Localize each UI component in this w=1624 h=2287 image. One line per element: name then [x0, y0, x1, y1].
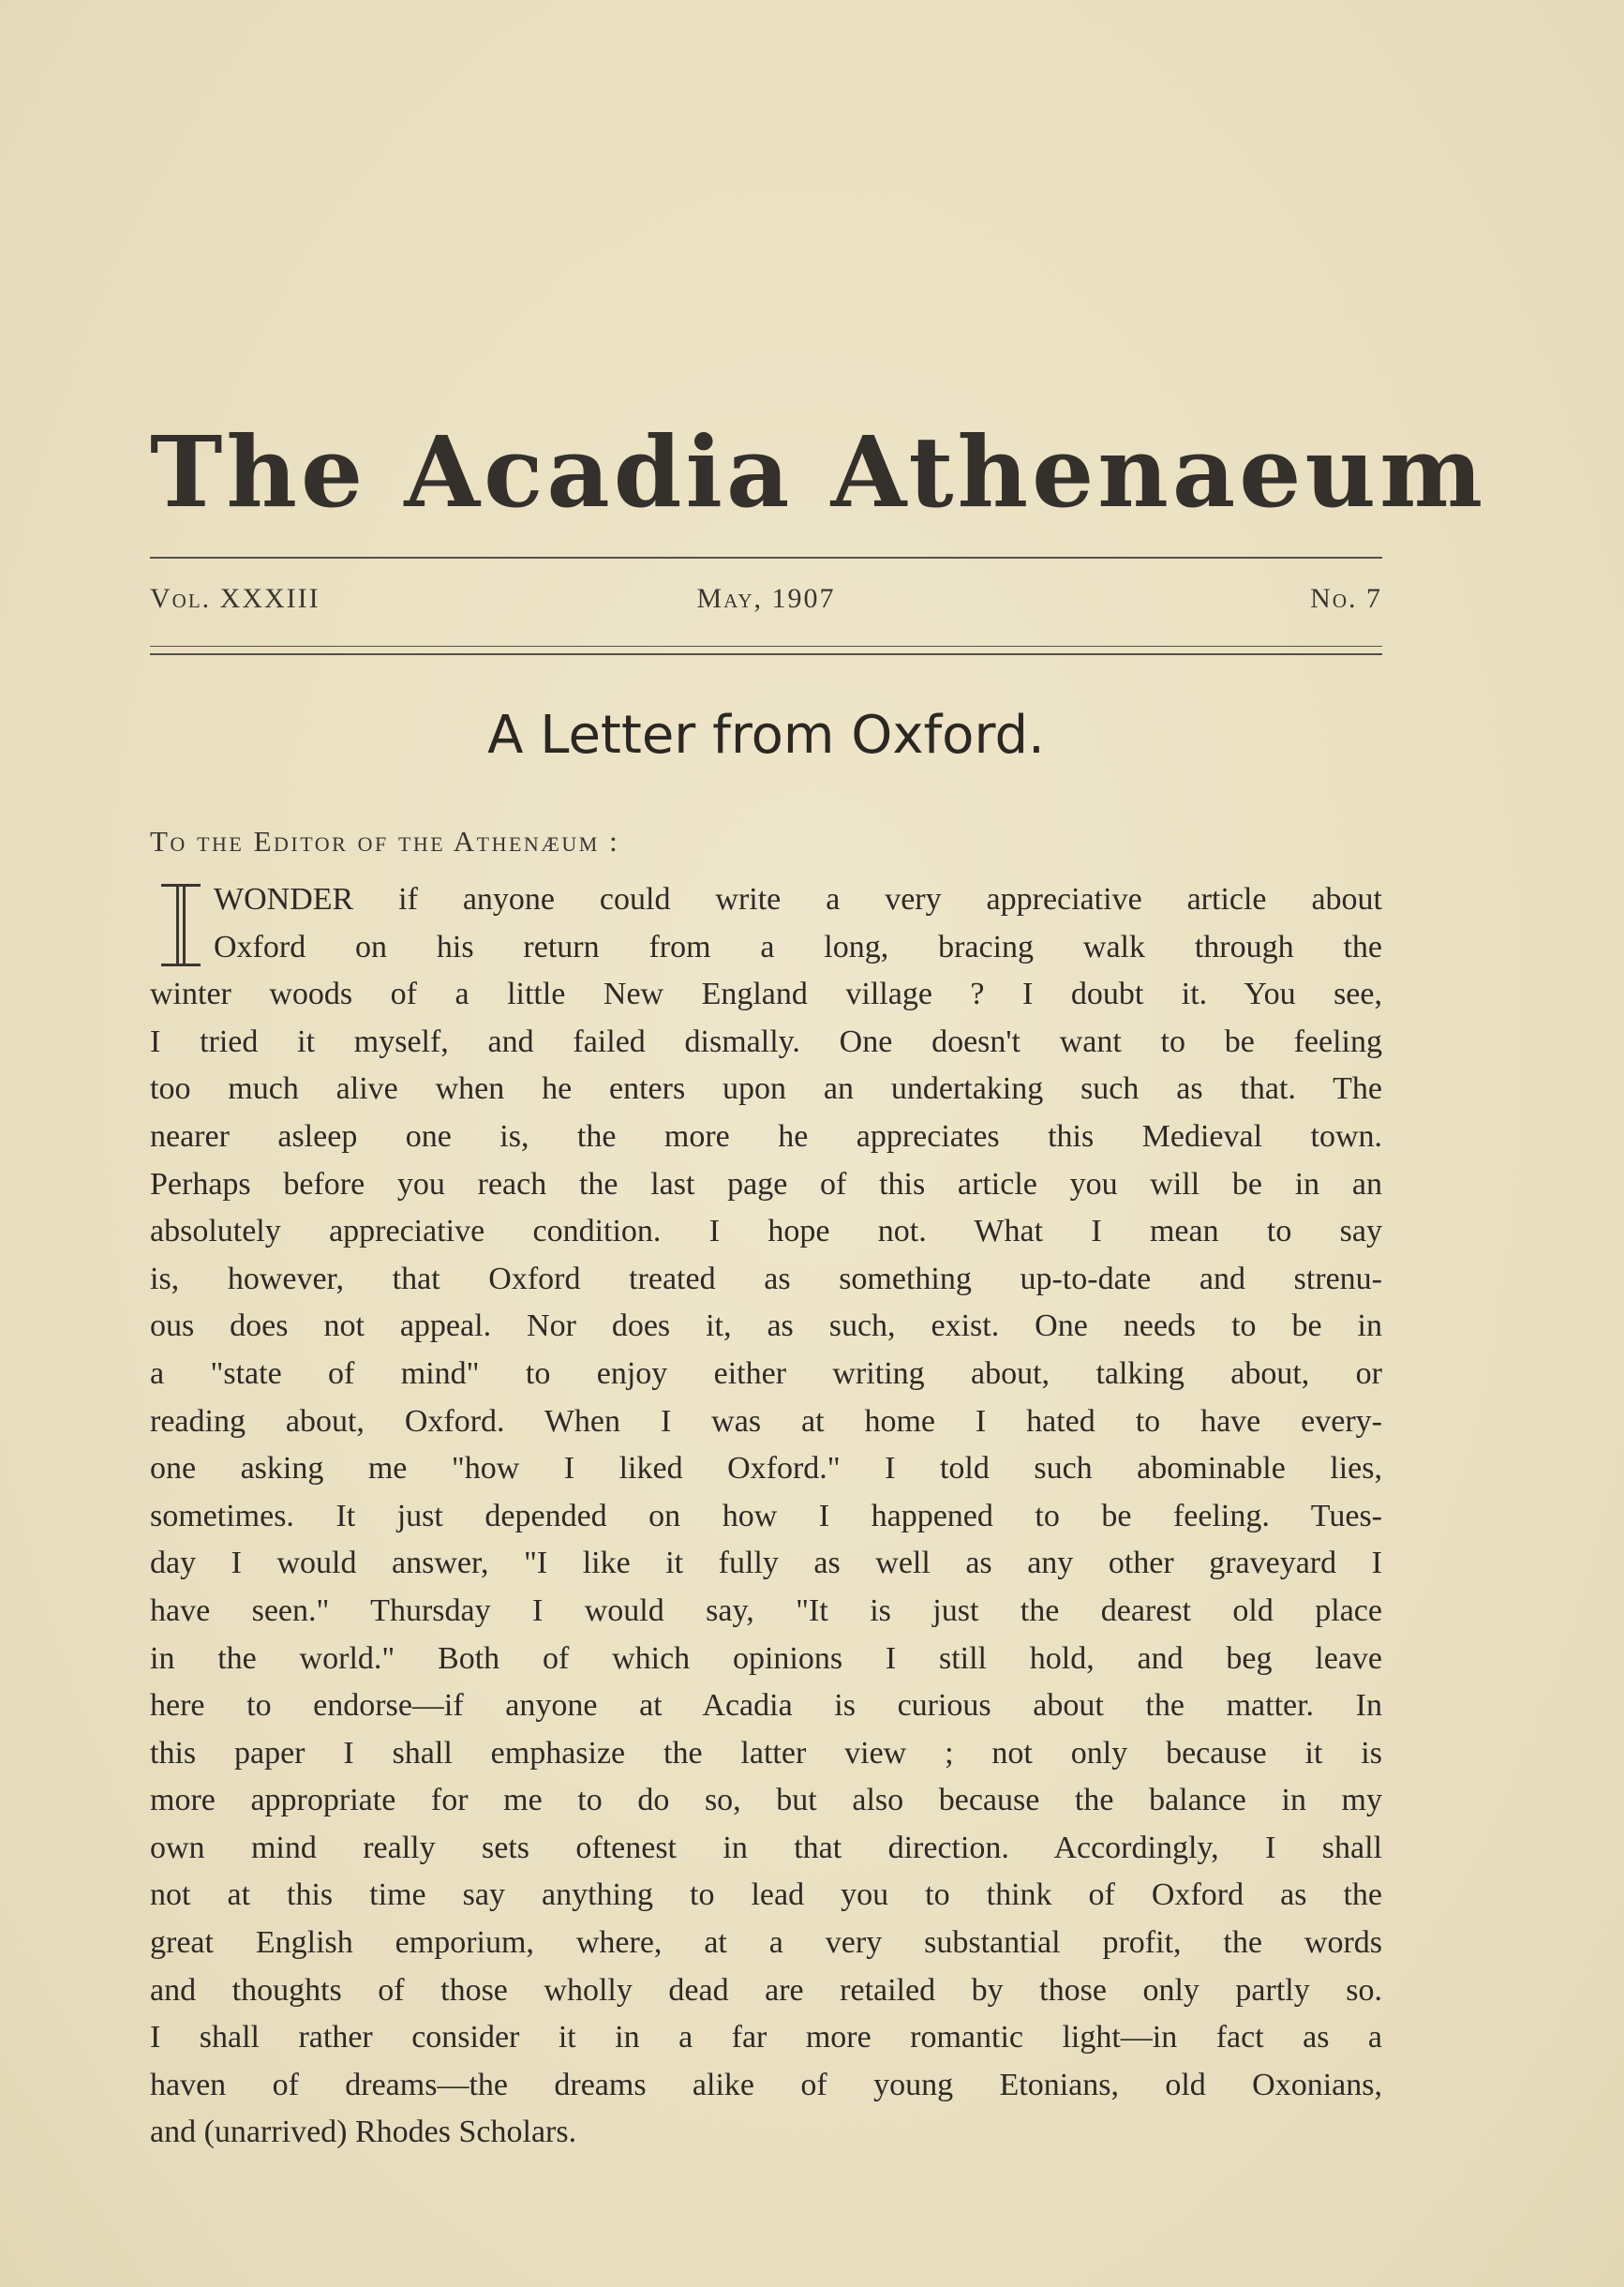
- body-line: one asking me "how I liked Oxford." I told such abominable lies,: [150, 1451, 1382, 1487]
- issue-number: No. 7: [1310, 583, 1382, 614]
- body-line: a "state of mind" to enjoy either writing about, talking about, or: [150, 1355, 1382, 1391]
- masthead-rule: [150, 557, 1382, 559]
- body-line: great English emporium, where, at a very substantial profit, the words: [150, 1925, 1382, 1961]
- body-line: more appropriate for me to do so, but also because the balance in my: [150, 1783, 1382, 1818]
- body-line: sometimes. It just depended on how I happened to be feeling. Tues-: [150, 1498, 1382, 1533]
- body-line: and thoughts of those wholly dead are retailed by those only partly so.: [150, 1972, 1382, 2008]
- body-line: I tried it myself, and failed dismally. One doesn't want to be feeling: [150, 1024, 1382, 1059]
- body-line: Perhaps before you reach the last page of this article you will be in an: [150, 1166, 1382, 1202]
- double-rule-upper: [150, 646, 1382, 647]
- body-line: winter woods of a little New England village ? I doubt it. You see,: [150, 977, 1382, 1012]
- body-line: in the world." Both of which opinions I still hold, and beg leave: [150, 1640, 1382, 1676]
- body-line: too much alive when he enters upon an undertaking such as that. The: [150, 1071, 1382, 1107]
- body-line: nearer asleep one is, the more he appreciates this Medieval town.: [150, 1118, 1382, 1154]
- body-line: is, however, that Oxford treated as something up-to-date and strenu-: [150, 1261, 1382, 1296]
- article-title: A Letter from Oxford.: [487, 705, 1045, 766]
- masthead-title: The Acadia Athenaeum: [150, 414, 1487, 530]
- body-line: ous does not appeal. Nor does it, as such, exist. One needs to be in: [150, 1308, 1382, 1344]
- body-line: own mind really sets oftenest in that direction. Accordingly, I shall: [150, 1830, 1382, 1865]
- body-line: here to endorse—if anyone at Acadia is curious about the matter. In: [150, 1688, 1382, 1724]
- body-line: reading about, Oxford. When I was at home I hated to have every-: [150, 1403, 1382, 1439]
- body-line: WONDER if anyone could write a very appreciative article about: [214, 882, 1382, 917]
- journal-page: [150, 0, 1487, 2287]
- body-line: haven of dreams—the dreams alike of young Etonians, old Oxonians,: [150, 2067, 1382, 2102]
- body-line: have seen." Thursday I would say, "It is just the dearest old place: [150, 1592, 1382, 1628]
- double-rule-lower: [150, 653, 1382, 655]
- body-line: and (unarrived) Rhodes Scholars.: [150, 2115, 577, 2150]
- article-body: [150, 876, 1382, 2157]
- body-line: I shall rather consider it in a far more romantic light—in fact as a: [150, 2020, 1382, 2055]
- body-line: this paper I shall emphasize the latter view ; not only because it is: [150, 1735, 1382, 1771]
- issue-date: May, 1907: [696, 583, 836, 614]
- body-line: absolutely appreciative condition. I hope not. What I mean to say: [150, 1214, 1382, 1249]
- body-line: not at this time say anything to lead you to think of Oxford as the: [150, 1877, 1382, 1913]
- drop-cap-letter: [161, 884, 201, 966]
- volume-label: Vol. XXXIII: [150, 583, 320, 614]
- salutation: To the Editor of the Athenæum :: [150, 825, 620, 858]
- body-line: day I would answer, "I like it fully as well as any other graveyard I: [150, 1546, 1382, 1581]
- body-line: Oxford on his return from a long, bracing walk through the: [214, 929, 1382, 964]
